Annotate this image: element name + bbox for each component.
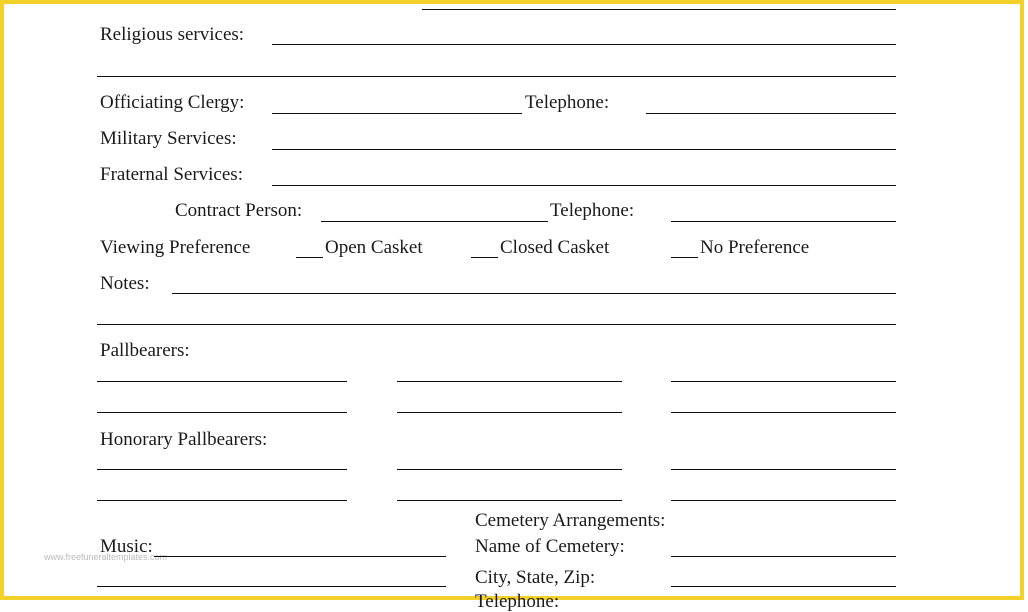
open-casket-label: Open Casket	[325, 237, 423, 258]
music-label: Music:	[100, 536, 153, 557]
pallbearer-line[interactable]	[97, 412, 347, 413]
name-of-cemetery-line[interactable]	[671, 556, 896, 557]
funeral-planning-form	[4, 4, 1028, 612]
cemetery-arrangements-label: Cemetery Arrangements:	[475, 510, 666, 531]
pallbearer-line[interactable]	[671, 412, 896, 413]
religious-services-label: Religious services:	[100, 24, 245, 45]
fraternal-services-line[interactable]	[272, 185, 896, 186]
clergy-telephone-label: Telephone:	[525, 92, 610, 113]
officiating-clergy-line[interactable]	[272, 113, 522, 114]
watermark-text: www.freefuneraltemplates.com	[44, 552, 168, 562]
honorary-pallbearer-line[interactable]	[97, 469, 347, 470]
honorary-pallbearer-line[interactable]	[671, 469, 896, 470]
notes-line[interactable]	[172, 293, 896, 294]
honorary-pallbearer-line[interactable]	[397, 500, 622, 501]
military-services-label: Military Services:	[100, 128, 237, 149]
city-state-zip-line[interactable]	[671, 586, 896, 587]
music-line[interactable]	[154, 556, 446, 557]
contact-person-label: Contract Person:	[175, 200, 303, 221]
fraternal-services-label: Fraternal Services:	[100, 164, 243, 185]
name-of-cemetery-label: Name of Cemetery:	[475, 536, 625, 557]
honorary-pallbearer-line[interactable]	[97, 500, 347, 501]
notes-line-2[interactable]	[97, 324, 896, 325]
top-partial-line	[422, 9, 896, 10]
viewing-preference-label: Viewing Preference	[100, 237, 251, 258]
pallbearer-line[interactable]	[397, 381, 622, 382]
honorary-pallbearer-line[interactable]	[671, 500, 896, 501]
pallbearers-label: Pallbearers:	[100, 340, 190, 361]
pallbearer-line[interactable]	[397, 412, 622, 413]
pallbearer-line[interactable]	[97, 381, 347, 382]
cemetery-telephone-label: Telephone:	[475, 591, 560, 612]
officiating-clergy-label: Officiating Clergy:	[100, 92, 245, 113]
no-preference-label: No Preference	[700, 237, 810, 258]
pallbearer-line[interactable]	[671, 381, 896, 382]
honorary-pallbearers-label: Honorary Pallbearers:	[100, 429, 268, 450]
city-state-zip-label: City, State, Zip:	[475, 567, 596, 588]
music-line-2[interactable]	[97, 586, 446, 587]
notes-label: Notes:	[100, 273, 150, 294]
contact-person-line[interactable]	[321, 221, 548, 222]
closed-casket-label: Closed Casket	[500, 237, 610, 258]
closed-casket-checkbox[interactable]	[471, 257, 498, 258]
honorary-pallbearer-line[interactable]	[397, 469, 622, 470]
contact-telephone-label: Telephone:	[550, 200, 635, 221]
military-services-line[interactable]	[272, 149, 896, 150]
open-casket-checkbox[interactable]	[296, 257, 323, 258]
clergy-telephone-line[interactable]	[646, 113, 896, 114]
contact-telephone-line[interactable]	[671, 221, 896, 222]
no-preference-checkbox[interactable]	[671, 257, 698, 258]
religious-services-line-2[interactable]	[97, 76, 896, 77]
religious-services-line[interactable]	[272, 44, 896, 45]
